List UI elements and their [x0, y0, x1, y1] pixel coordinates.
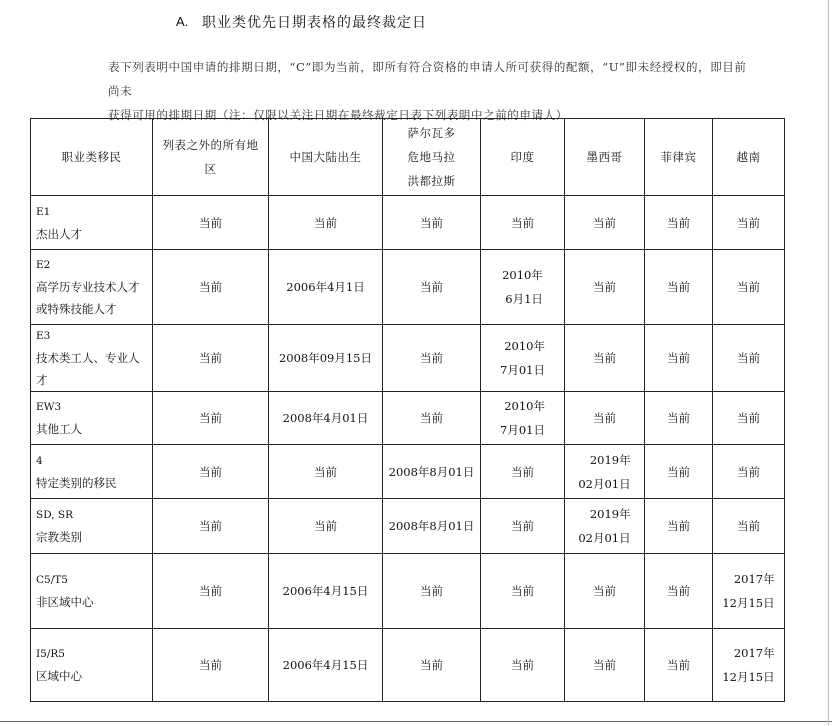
- date-cell: 当前: [565, 629, 645, 702]
- date-cell: 当前: [383, 392, 481, 445]
- category-code: E3: [36, 330, 51, 342]
- category-name: 非区域中心: [36, 595, 94, 609]
- date-cell: 当前: [153, 250, 269, 325]
- date-cell: 当前: [383, 250, 481, 325]
- category-name: 特定类别的移民: [36, 475, 117, 490]
- date-cell: 当前: [383, 554, 481, 629]
- category-name: 杰出人才: [36, 226, 82, 241]
- date-cell: 当前: [269, 499, 383, 554]
- date-cell: 2008年4月01日: [269, 392, 383, 445]
- date-cell: 当前: [481, 196, 565, 250]
- date-cell: 当前: [713, 250, 785, 325]
- date-cell: 当前: [645, 392, 713, 445]
- category-cell: [31, 629, 153, 702]
- date-cell: 2010年 7月01日: [481, 392, 565, 445]
- col-header-china: 中国大陆出生: [269, 119, 383, 196]
- date-cell: 2010年 6月1日: [481, 250, 565, 325]
- date-cell: 2017年 12月15日: [713, 629, 785, 702]
- date-cell: 当前: [481, 445, 565, 499]
- date-cell: 2006年4月15日: [269, 554, 383, 629]
- date-cell: 当前: [565, 196, 645, 250]
- date-cell: 2010年 7月01日: [481, 325, 565, 392]
- date-cell: 2017年 12月15日: [713, 554, 785, 629]
- category-code: C5/T5: [36, 574, 68, 586]
- section-letter: A.: [176, 14, 189, 29]
- category-code: E1: [36, 205, 51, 218]
- date-cell: 当前: [153, 445, 269, 499]
- category-code: EW3: [36, 401, 62, 413]
- date-cell: 当前: [565, 392, 645, 445]
- table-row: [31, 629, 785, 702]
- section-title: 职业类优先日期表格的最终裁定日: [202, 15, 427, 31]
- category-code: E2: [36, 259, 51, 271]
- date-cell: 当前: [565, 250, 645, 325]
- intro-line-1: 表下列表明中国申请的排期日期，“C”即为当前，即所有符合资格的申请人所可获得的配额，“U”即未经授权的，即目前尚未: [108, 60, 747, 98]
- category-name: 区域中心: [36, 669, 82, 683]
- table-row: [31, 250, 785, 325]
- date-cell: 当前: [481, 629, 565, 702]
- category-name: 其他工人: [36, 422, 82, 436]
- date-cell: 当前: [713, 392, 785, 445]
- col-header-india: 印度: [481, 119, 565, 196]
- category-cell: [31, 250, 153, 325]
- table-row: [31, 445, 785, 499]
- intro-paragraph: [108, 55, 748, 127]
- category-code: SD, SR: [36, 509, 74, 521]
- date-cell: 2008年8月01日: [383, 445, 481, 499]
- date-cell: 当前: [153, 392, 269, 445]
- date-cell: 当前: [153, 196, 269, 250]
- date-cell: 当前: [153, 554, 269, 629]
- category-cell: [31, 554, 153, 629]
- page-bottom-rule: [0, 721, 832, 722]
- date-cell: 2006年4月15日: [269, 629, 383, 702]
- date-cell: 当前: [645, 325, 713, 392]
- category-code: 4: [36, 454, 43, 467]
- date-cell: 2008年09月15日: [269, 325, 383, 392]
- header-row: [31, 119, 785, 196]
- col-header-all-areas: 列表之外的所有地区: [153, 119, 269, 196]
- category-name: 高学历专业技术人才 或特殊技能人才: [36, 280, 140, 316]
- date-cell: 当前: [269, 196, 383, 250]
- date-cell: 当前: [383, 629, 481, 702]
- table-row: [31, 392, 785, 445]
- category-cell: [31, 196, 153, 250]
- col-header-vietnam: 越南: [713, 119, 785, 196]
- date-cell: 当前: [645, 499, 713, 554]
- col-header-philippines: 菲律宾: [645, 119, 713, 196]
- date-cell: 当前: [713, 445, 785, 499]
- date-cell: 当前: [645, 445, 713, 499]
- date-cell: 2006年4月1日: [269, 250, 383, 325]
- date-cell: 当前: [383, 196, 481, 250]
- table-row: [31, 196, 785, 250]
- table-row: [31, 554, 785, 629]
- date-cell: 当前: [481, 554, 565, 629]
- date-cell: 2008年8月01日: [383, 499, 481, 554]
- date-cell: 2019年 02月01日: [565, 445, 645, 499]
- page-right-rule: [828, 0, 829, 726]
- date-cell: 当前: [645, 629, 713, 702]
- date-cell: 当前: [713, 196, 785, 250]
- date-cell: 当前: [565, 325, 645, 392]
- date-cell: 当前: [565, 554, 645, 629]
- col-header-mexico: 墨西哥: [565, 119, 645, 196]
- table-row: [31, 325, 785, 392]
- table-row: [31, 499, 785, 554]
- category-cell: [31, 499, 153, 554]
- date-cell: 当前: [645, 196, 713, 250]
- date-cell: 当前: [713, 499, 785, 554]
- date-cell: 2019年 02月01日: [565, 499, 645, 554]
- category-name: 宗教类别: [36, 530, 82, 544]
- date-cell: 当前: [645, 554, 713, 629]
- category-cell: [31, 445, 153, 499]
- col-header-central-america: 萨尔瓦多 危地马拉 洪都拉斯: [383, 119, 481, 196]
- category-cell: [31, 392, 153, 445]
- date-cell: 当前: [383, 325, 481, 392]
- date-cell: 当前: [269, 445, 383, 499]
- category-name: 技术类工人、专业人才: [36, 351, 140, 387]
- intro-line-2: 获得可用的排期日期（注：仅限以关注日期在最终裁定日表下列表明中之前的申请人）: [108, 108, 568, 122]
- col-header-category: 职业类移民: [31, 119, 153, 196]
- final-action-dates-table: [30, 118, 785, 702]
- date-cell: 当前: [153, 325, 269, 392]
- category-cell: [31, 325, 153, 392]
- category-code: I5/R5: [36, 648, 65, 660]
- date-cell: 当前: [645, 250, 713, 325]
- date-cell: 当前: [481, 499, 565, 554]
- date-cell: 当前: [153, 629, 269, 702]
- date-cell: 当前: [713, 325, 785, 392]
- date-cell: 当前: [153, 499, 269, 554]
